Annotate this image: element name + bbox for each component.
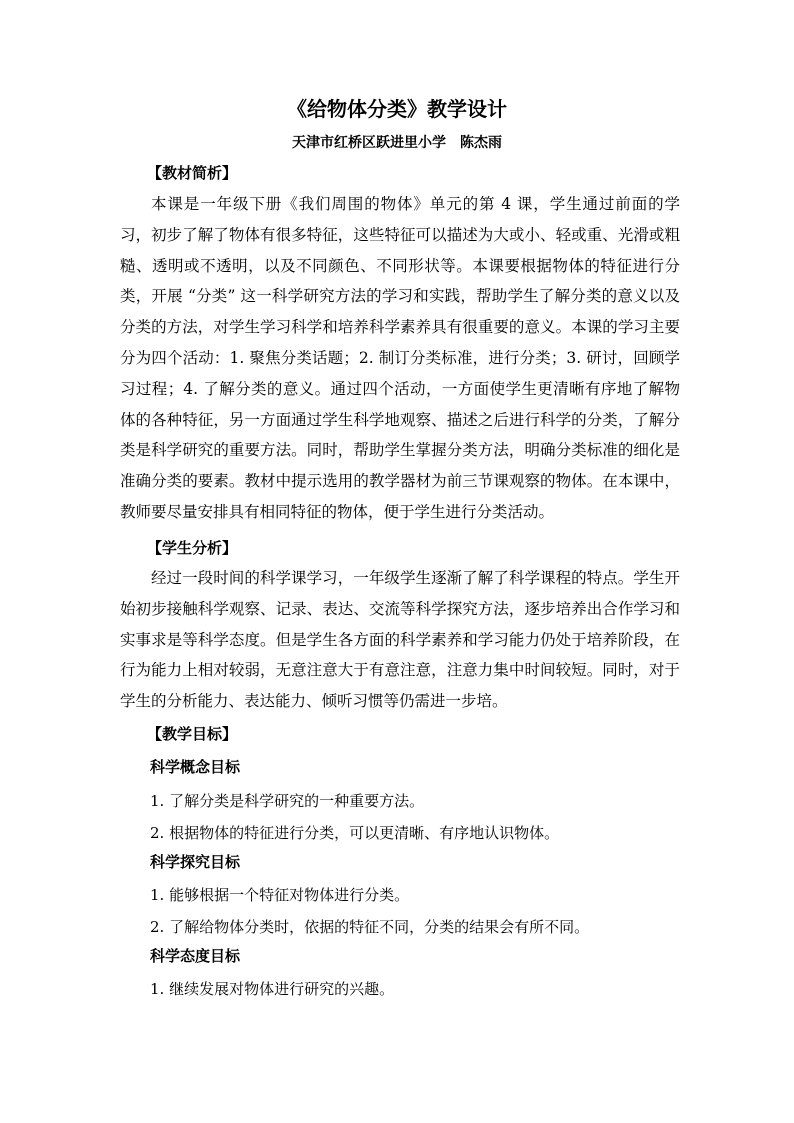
document-title: 《给物体分类》教学设计	[287, 97, 507, 121]
document-author: 天津市红桥区跃进里小学 陈杰雨	[292, 135, 502, 151]
goal-concept-title: 科学概念目标	[150, 758, 241, 776]
goal-attitude-item-1: 1. 继续发展对物体进行研究的兴趣。	[150, 980, 395, 998]
goal-concept-item-1: 1. 了解分类是科学研究的一种重要方法。	[150, 792, 425, 810]
goal-inquiry-item-2: 2. 了解给物体分类时，依据的特征不同，分类的结果会有所不同。	[150, 918, 590, 936]
goal-inquiry-title: 科学探究目标	[150, 853, 241, 871]
goal-inquiry-item-1: 1. 能够根据一个特征对物体进行分类。	[150, 886, 410, 904]
section-heading-student: 【学生分析】	[147, 539, 238, 557]
paragraph-student: 经过一段时间的科学课学习，一年级学生逐渐了解了科学课程的特点。学生开始初步接触科学观察、记录、表达、交流等科学探究方法，逐步培养出合作学习和实事求是等科学态度。但是学生各方面的科学素养和学习能力仍处于培养阶段，在行为能力上相对较弱，无意注意大于有意注意，注意力集中时间较短。同时，对于学生的分析能力、表达能力、倾听习惯等仍需进一步培。	[120, 569, 680, 711]
paragraph-textbook: 本课是一年级下册《我们周围的物体》单元的第 4 课，学生通过前面的学习，初步了解了物体有很多特征，这些特征可以描述为大或小、轻或重、光滑或粗糙、透明或不透明，以及不同颜色、不同形状等。本课要根据物体的特征进行分类，开展 “分类” 这一科学研究方法的学习和实践，帮助学生了解分类的意义以及分类的方法，对学生学习科学和培养科学素养具有很重要的意义。本课的学习主要分为四个活动：1. 聚焦分类话题；2. 制订分类标准，进行分类；3. 研讨，回顾学习过程；4. 了解分类的意义。通过四个活动，一方面使学生更清晰有序地了解物体的各种特征，另一方面通过学生科学地观察、描述之后进行科学的分类，了解分类是科学研究的重要方法。同时，帮助学生掌握分类方法，明确分类标准的细化是准确分类的要素。教材中提示选用的教学器材为前三节课观察的物体。在本课中，教师要尽量安排具有相同特征的物体，便于学生进行分类活动。	[120, 195, 680, 521]
goal-attitude-title: 科学态度目标	[150, 947, 241, 965]
section-heading-textbook: 【教材简析】	[147, 164, 238, 182]
goal-concept-item-2: 2. 根据物体的特征进行分类，可以更清晰、有序地认识物体。	[150, 824, 560, 842]
section-heading-goals: 【教学目标】	[147, 725, 238, 743]
